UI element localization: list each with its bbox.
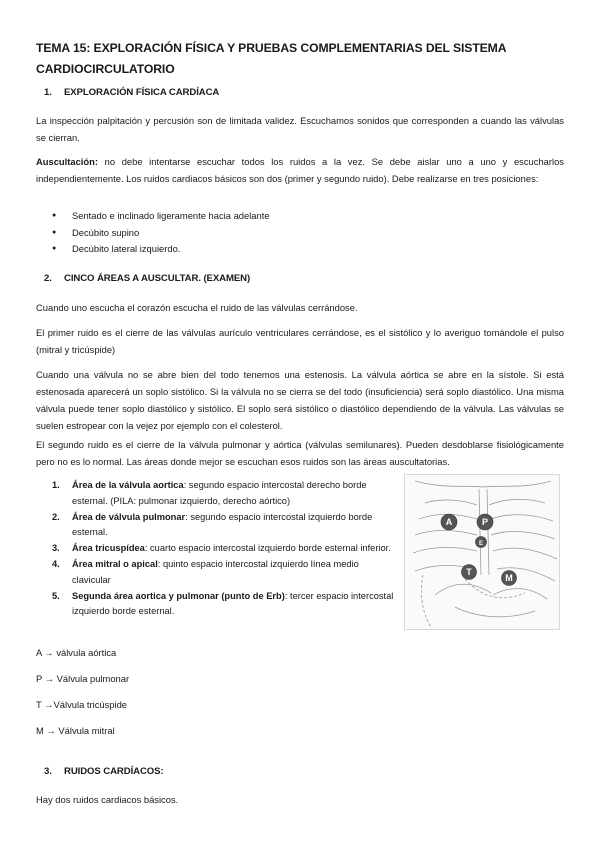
- area-description: : quinto espacio intercostal izquierdo línea medio clavicular: [72, 558, 359, 585]
- area-name: Área tricuspídea: [72, 543, 145, 554]
- section-1-paragraph-1: La inspección palpitación y percusión son de limitada validez. Escuchamos sonidos que corresponden a cuando las válvulas se cierran.: [36, 115, 564, 143]
- section-2-heading: [44, 273, 250, 284]
- area-description: : segundo espacio intercostal derecho borde esternal. (PILA: pulmonar izquierdo, derecho aórtico): [72, 480, 367, 506]
- section-2-paragraph-3: Cuando una válvula no se abre bien del todo tenemos una estenosis. La válvula aórtica se abre en la sístole. Si está estenosada aparecerá un soplo sistólico. Si la válvula no se cierra se del todo (insuficiencia) será soplo diastólico. Una misma válvula puede tener soplo diastólico y sistólico. El soplo será sistólico o diastólico dependiendo de la válvula. Las válvulas se suelen estropear con la vejez por ejemplo con el colesterol.: [36, 369, 564, 431]
- positions-list: [52, 208, 452, 258]
- section-1-title: EXPLORACIÓN FÍSICA CARDÍACA: [64, 87, 220, 98]
- legend-mitral: M → Válvula mitral: [36, 725, 115, 736]
- area-number: 4.: [52, 558, 60, 569]
- list-item: [52, 557, 394, 589]
- legend-tricuspid: T →Válvula tricúspide: [36, 699, 128, 710]
- section-3-title: RUIDOS CARDÍACOS:: [64, 766, 164, 777]
- tricuspid-label: T: [466, 567, 472, 577]
- erb-label: E: [478, 541, 484, 547]
- list-item: [52, 589, 394, 621]
- section-1-heading: [44, 87, 219, 98]
- section-3-paragraph-1: Hay dos ruidos cardiacos básicos.: [36, 794, 179, 805]
- area-name: Área de la válvula aortica: [72, 480, 184, 490]
- section-2-paragraph-1: Cuando uno escucha el corazón escucha el ruido de las válvulas cerrándose.: [36, 302, 358, 313]
- section-3-number: 3.: [44, 766, 52, 777]
- area-name: Área de válvula pulmonar: [72, 511, 186, 522]
- document-title: TEMA 15: EXPLORACIÓN FÍSICA Y PRUEBAS COMPLEMENTARIAS DEL SISTEMA CARDIOCIRCULATORIO: [36, 41, 506, 76]
- area-description: : tercer espacio intercostal izquierdo borde esternal.: [72, 590, 394, 617]
- list-item: [52, 510, 394, 542]
- area-name: Segunda área aortica y pulmonar (punto de Erb): [72, 590, 285, 601]
- area-number: 1.: [52, 480, 60, 490]
- mitral-label: M: [505, 573, 513, 583]
- legend-aortic: A → válvula aórtica: [36, 647, 117, 658]
- section-1-auscultation-paragraph: [36, 153, 564, 187]
- section-2-title: CINCO ÁREAS A AUSCULTAR. (EXAMEN): [64, 273, 251, 284]
- section-2-paragraph-4: El segundo ruido es el cierre de la válvula pulmonar y aórtica (válvulas semilunares). Pueden desdoblarse fisiológicamente pero no es lo normal. Las áreas donde mejor se escuchan esos ruidos son las áreas auscultatorias.: [36, 439, 564, 467]
- pulmonary-label: P: [481, 517, 489, 527]
- auscultation-text: no debe intentarse escuchar todos los ruidos a la vez. Se debe aislar uno a uno y escucharlos independientemente. Los ruidos cardiacos básicos son dos (primer y segundo ruido). Debe realizarse en tres posiciones:: [36, 156, 564, 184]
- area-number: 5.: [52, 590, 60, 601]
- section-3-heading: [44, 766, 164, 777]
- list-item: ● Sentado e inclinado ligeramente hacia adelante: [52, 208, 452, 225]
- aortic-label: A: [445, 517, 453, 527]
- section-1-number: 1.: [44, 87, 52, 98]
- section-2-number: 2.: [44, 273, 52, 284]
- area-description: : segundo espacio intercostal izquierdo borde esternal.: [72, 511, 373, 538]
- list-item: ● Decúbito supino: [52, 225, 452, 242]
- chest-sketch: [405, 475, 559, 629]
- area-name: Área mitral o apical: [72, 558, 158, 569]
- area-number: 2.: [52, 511, 60, 522]
- list-item: [52, 541, 394, 557]
- section-2-paragraph-2: El primer ruido es el cierre de las válvulas aurículo ventriculares cerrándose, es el sistólico y lo averiguo tomándole el pulso (mitral y tricúspide): [36, 327, 564, 355]
- auscultation-areas-list: [52, 478, 394, 620]
- list-item: [52, 478, 394, 510]
- area-number: 3.: [52, 543, 60, 554]
- list-item: ● Decúbito lateral izquierdo.: [52, 241, 452, 258]
- auscultation-label: Auscultación:: [36, 156, 98, 167]
- legend-pulmonary: P → Válvula pulmonar: [36, 673, 130, 684]
- chest-auscultation-figure: [404, 474, 560, 630]
- area-description: : cuarto espacio intercostal izquierdo borde esternal inferior.: [144, 543, 391, 554]
